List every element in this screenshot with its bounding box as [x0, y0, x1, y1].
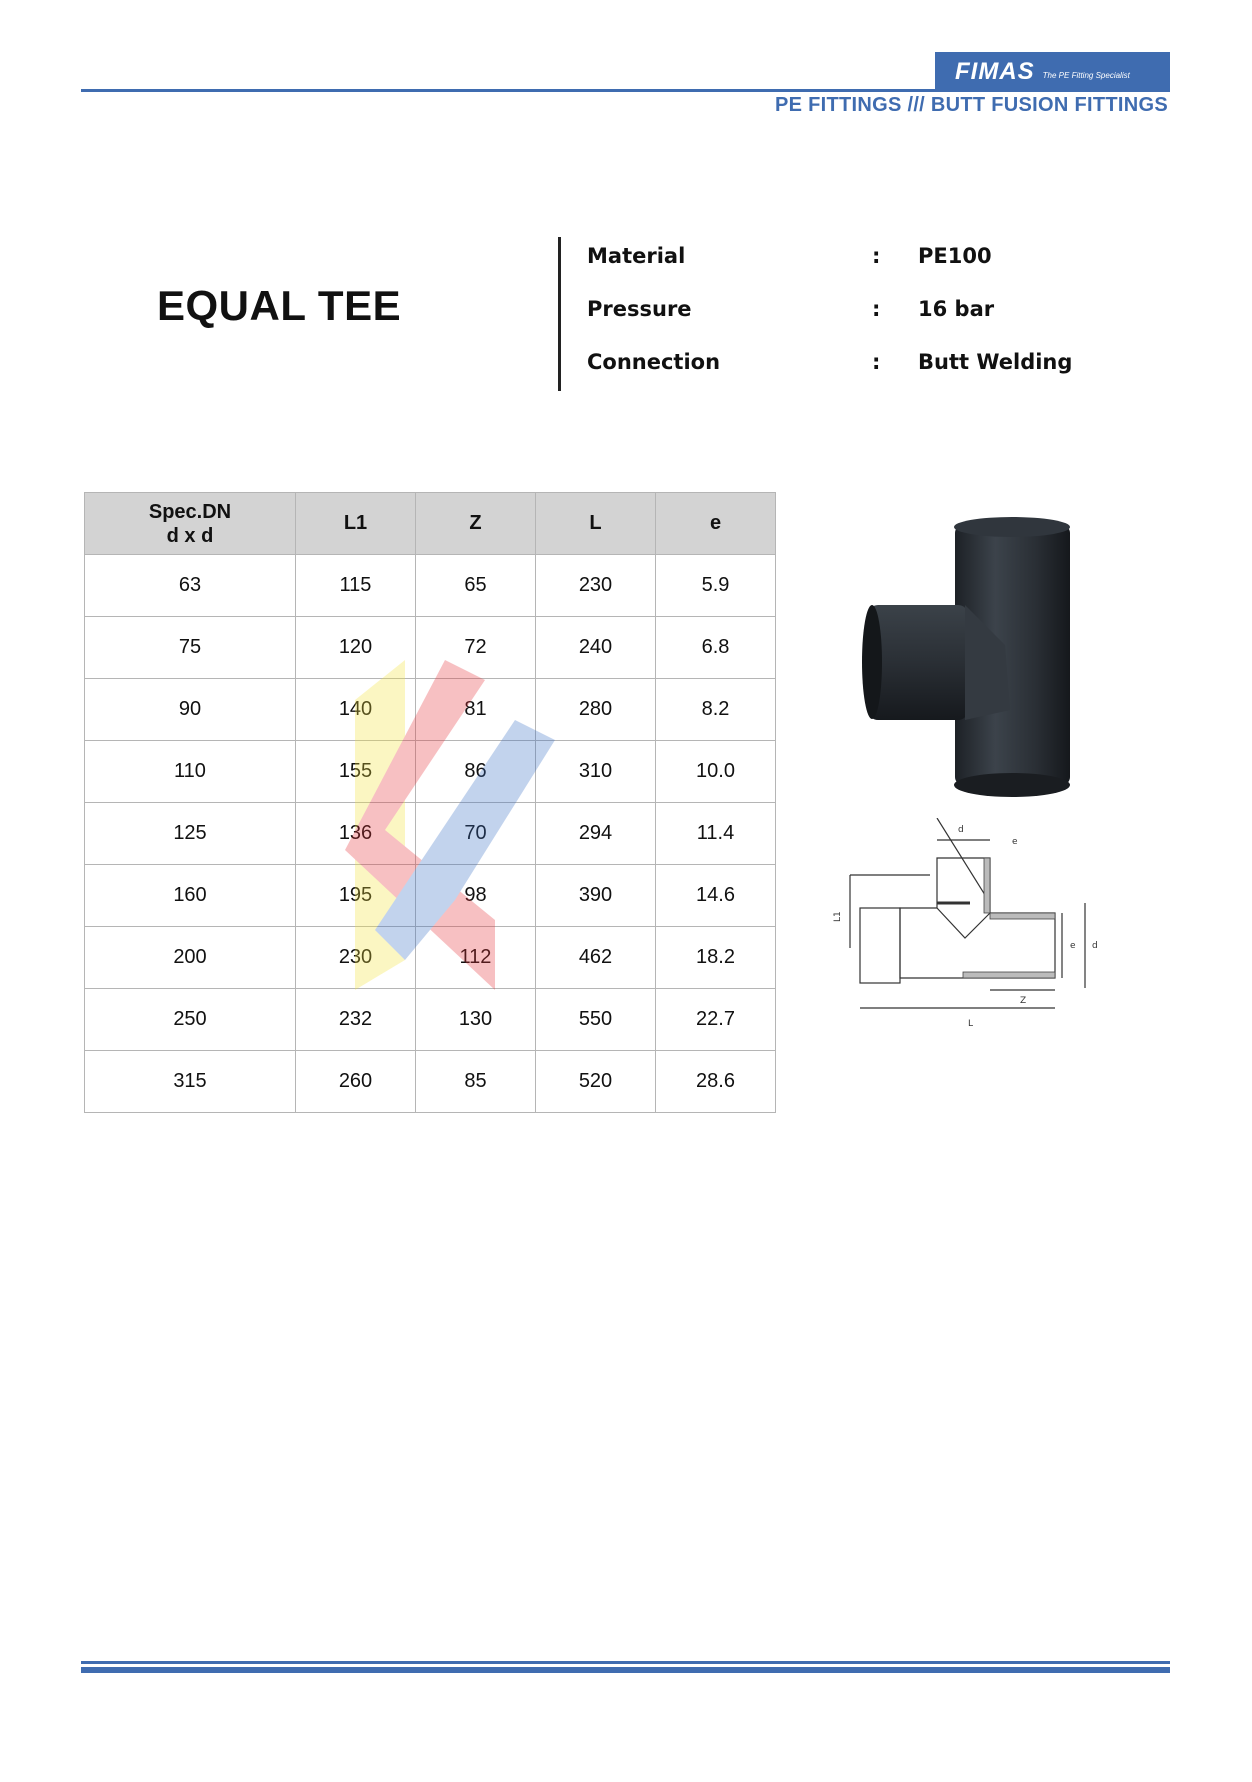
tee-fitting-image: [862, 517, 1070, 797]
spec-colon: :: [872, 244, 881, 268]
table-cell: 125: [85, 803, 296, 865]
table-cell: 28.6: [656, 1051, 776, 1113]
table-cell: 232: [296, 989, 416, 1051]
table-cell: 115: [296, 555, 416, 617]
spec-value: Butt Welding: [918, 350, 1073, 374]
table-row: [85, 989, 776, 1051]
dimension-table: [84, 492, 776, 1113]
table-cell: 65: [416, 555, 536, 617]
spec-label: Connection: [587, 350, 721, 374]
spec-label: Material: [587, 244, 686, 268]
table-row: [85, 617, 776, 679]
spec-colon: :: [872, 350, 881, 374]
table-cell: 294: [536, 803, 656, 865]
table-header-row: [85, 493, 776, 555]
vertical-divider: [558, 237, 561, 391]
table-cell: 280: [536, 679, 656, 741]
table-cell: 130: [416, 989, 536, 1051]
table-cell: 11.4: [656, 803, 776, 865]
table-cell: 136: [296, 803, 416, 865]
spec-row-connection: [587, 350, 1107, 380]
table-cell: 120: [296, 617, 416, 679]
spec-row-material: [587, 244, 1107, 274]
table-row: [85, 741, 776, 803]
table-cell: 18.2: [656, 927, 776, 989]
column-header-spec-dn: [85, 493, 296, 555]
drawing-hatch: [963, 858, 1055, 978]
spec-value: PE100: [918, 244, 992, 268]
drawing-label-e-side: e: [1070, 941, 1076, 951]
drawing-label-d: d: [958, 825, 964, 835]
table-row: [85, 679, 776, 741]
brand-tagline: The PE Fitting Specialist: [1042, 70, 1130, 80]
drawing-label-z: Z: [1020, 996, 1027, 1006]
table-cell: 85: [416, 1051, 536, 1113]
table-row: [85, 803, 776, 865]
table-cell: 195: [296, 865, 416, 927]
table-row: [85, 1051, 776, 1113]
table-cell: 14.6: [656, 865, 776, 927]
category-heading: PE FITTINGS /// BUTT FUSION FITTINGS: [774, 94, 1168, 116]
spec-colon: :: [872, 297, 881, 321]
table-cell: 315: [85, 1051, 296, 1113]
table-cell: 81: [416, 679, 536, 741]
header-line: Spec.DN: [148, 500, 232, 523]
drawing-label-l1: L1: [833, 911, 843, 922]
table-cell: 160: [85, 865, 296, 927]
drawing-label-l: L: [968, 1019, 974, 1029]
table-cell: 230: [536, 555, 656, 617]
table-cell: 98: [416, 865, 536, 927]
brand-logo: [935, 52, 1170, 92]
table-cell: 75: [85, 617, 296, 679]
table-cell: 6.8: [656, 617, 776, 679]
brand-name: FIMAS: [955, 58, 1035, 85]
table-cell: 550: [536, 989, 656, 1051]
product-photo: [860, 510, 1080, 800]
table-cell: 22.7: [656, 989, 776, 1051]
table-cell: 520: [536, 1051, 656, 1113]
table-cell: 260: [296, 1051, 416, 1113]
table-cell: 230: [296, 927, 416, 989]
drawing-label-e: e: [1012, 837, 1018, 847]
table-row: [85, 927, 776, 989]
technical-drawing: [830, 818, 1120, 1058]
table-body: [85, 555, 776, 1113]
column-header-l1: L1: [296, 493, 416, 555]
header-rule: [81, 89, 1170, 92]
table-cell: 155: [296, 741, 416, 803]
table-cell: 310: [536, 741, 656, 803]
drawing-label-d-side: d: [1092, 941, 1098, 951]
table-cell: 63: [85, 555, 296, 617]
table-cell: 90: [85, 679, 296, 741]
table-cell: 140: [296, 679, 416, 741]
table-cell: 390: [536, 865, 656, 927]
table-cell: 5.9: [656, 555, 776, 617]
table-cell: 462: [536, 927, 656, 989]
footer-rule-thin: [81, 1661, 1170, 1664]
table-cell: 200: [85, 927, 296, 989]
table-cell: 250: [85, 989, 296, 1051]
column-header-z: Z: [416, 493, 536, 555]
table-row: [85, 865, 776, 927]
table-cell: 86: [416, 741, 536, 803]
column-header-l: L: [536, 493, 656, 555]
column-header-e: e: [656, 493, 776, 555]
table-cell: 8.2: [656, 679, 776, 741]
table-cell: 112: [416, 927, 536, 989]
table-cell: 110: [85, 741, 296, 803]
table-cell: 72: [416, 617, 536, 679]
spec-value: 16 bar: [918, 297, 995, 321]
table-row: [85, 555, 776, 617]
footer-rule-thick: [81, 1667, 1170, 1673]
spec-label: Pressure: [587, 297, 692, 321]
table-cell: 240: [536, 617, 656, 679]
table-cell: 70: [416, 803, 536, 865]
table-cell: 10.0: [656, 741, 776, 803]
header-line: d x d: [166, 524, 214, 547]
product-title: EQUAL TEE: [157, 282, 402, 329]
spec-row-pressure: [587, 297, 1107, 327]
